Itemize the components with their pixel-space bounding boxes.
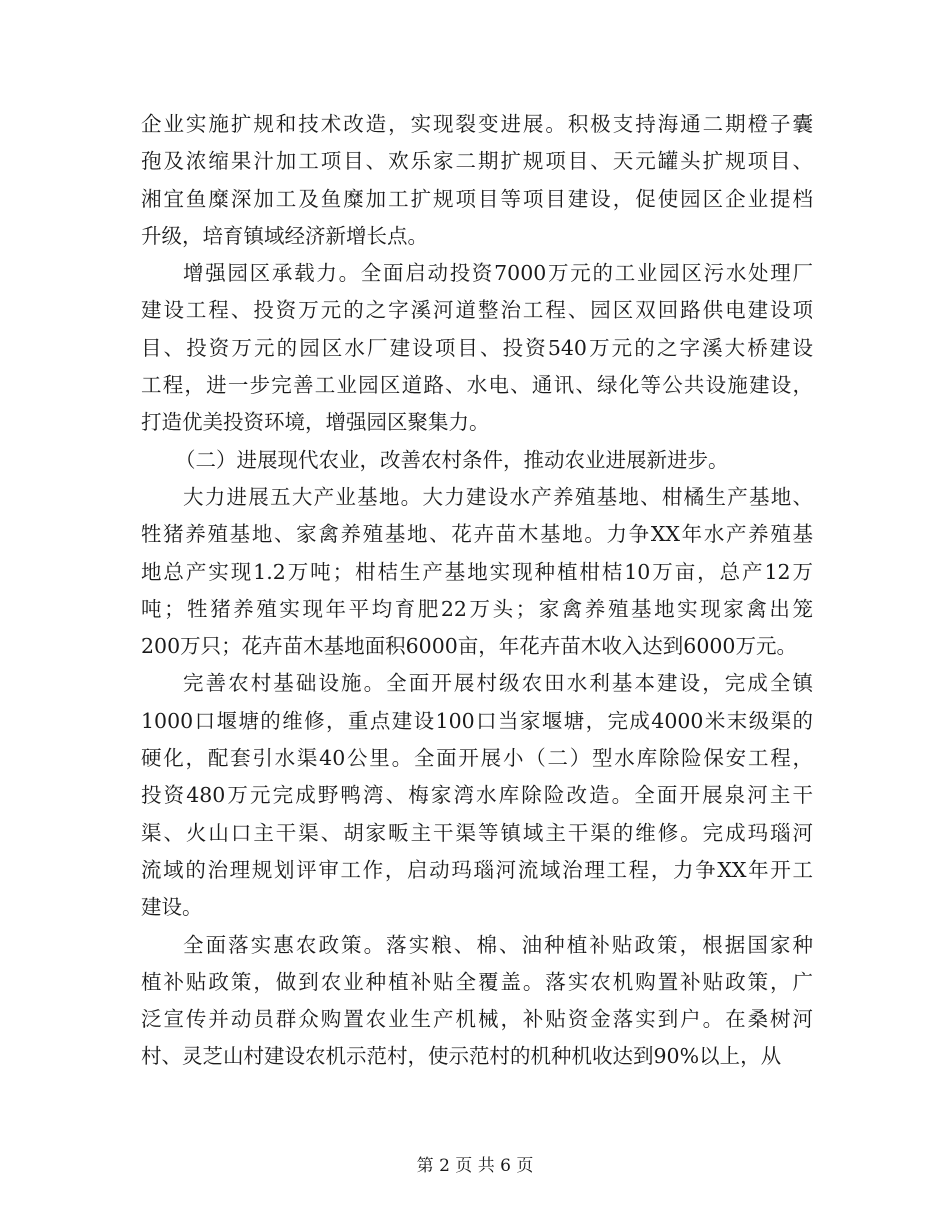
text-line: 1000口堰塘的维修，重点建设100口当家堰塘，完成4000米末级渠的 bbox=[141, 708, 813, 733]
text-line: 植补贴政策，做到农业种植补贴全覆盖。落实农机购置补贴政策，广 bbox=[141, 969, 813, 994]
paragraph bbox=[141, 927, 813, 1076]
text-line: 流域的治理规划评审工作，启动玛瑙河流域治理工程，力争XX年开工 bbox=[141, 857, 813, 882]
paragraph bbox=[141, 479, 813, 665]
text-line: 牲猪养殖基地、家禽养殖基地、花卉苗木基地。力争XX年水产养殖基 bbox=[141, 522, 813, 547]
page-footer: 第 2 页 共 6 页 bbox=[416, 1156, 534, 1176]
paragraph bbox=[141, 106, 813, 255]
text-line: 村、灵芝山村建设农机示范村，使示范村的机种机收达到90%以上，从 bbox=[141, 1044, 782, 1069]
text-line: 升级，培育镇域经济新增长点。 bbox=[141, 223, 428, 248]
text-line: 目、投资万元的园区水厂建设项目、投资540万元的之字溪大桥建设 bbox=[141, 335, 813, 360]
text-line: 渠、火山口主干渠、胡家畈主干渠等镇域主干渠的维修。完成玛瑙河 bbox=[141, 820, 813, 845]
text-line: 硬化，配套引水渠40公里。全面开展小（二）型水库除险保安工程， bbox=[141, 746, 813, 771]
text-line: 孢及浓缩果汁加工项目、欢乐家二期扩规项目、天元罐头扩规项目、 bbox=[141, 149, 813, 174]
text-line: 大力进展五大产业基地。大力建设水产养殖基地、柑橘生产基地、 bbox=[183, 484, 813, 509]
text-line: 湘宜鱼糜深加工及鱼糜加工扩规项目等项目建设，促使园区企业提档 bbox=[141, 186, 813, 211]
paragraph bbox=[141, 665, 813, 926]
text-line: 200万只；花卉苗木基地面积6000亩，年花卉苗木收入达到6000万元。 bbox=[141, 634, 797, 659]
paragraph bbox=[141, 442, 813, 479]
text-line: 工程，进一步完善工业园区道路、水电、通讯、绿化等公共设施建设， bbox=[141, 373, 813, 398]
text-line: 增强园区承载力。全面启动投资7000万元的工业园区污水处理厂 bbox=[183, 261, 813, 286]
text-line: 建设工程、投资万元的之字溪河道整治工程、园区双回路供电建设项 bbox=[141, 298, 813, 323]
text-line: （二）进展现代农业，改善农村条件，推动农业进展新进步。 bbox=[175, 447, 729, 472]
paragraph bbox=[141, 255, 813, 441]
text-line: 投资480万元完成野鸭湾、梅家湾水库除险改造。全面开展泉河主干 bbox=[141, 783, 813, 808]
text-line: 完善农村基础设施。全面开展村级农田水利基本建设，完成全镇 bbox=[183, 671, 813, 696]
document-body bbox=[141, 106, 813, 1076]
text-line: 泛宣传并动员群众购置农业生产机械，补贴资金落实到户。在桑树河 bbox=[141, 1007, 813, 1032]
text-line: 打造优美投资环境，增强园区聚集力。 bbox=[141, 410, 490, 435]
text-line: 企业实施扩规和技术改造，实现裂变进展。积极支持海通二期橙子囊 bbox=[141, 112, 813, 136]
text-line: 地总产实现1.2万吨；柑桔生产基地实现种植柑桔10万亩，总产12万 bbox=[141, 559, 813, 584]
text-line: 吨；牲猪养殖实现年平均育肥22万头；家禽养殖基地实现家禽出笼 bbox=[141, 596, 813, 621]
text-line: 全面落实惠农政策。落实粮、棉、油种植补贴政策，根据国家种 bbox=[183, 932, 813, 957]
text-line: 建设。 bbox=[141, 895, 203, 920]
